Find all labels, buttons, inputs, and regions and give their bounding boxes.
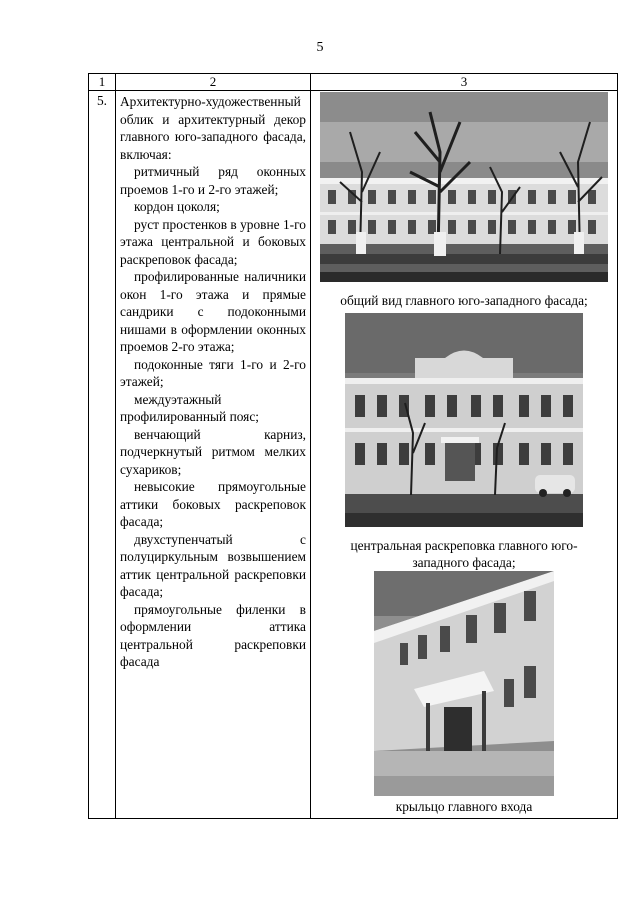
list-item: прямоугольные филенки в оформлении аттика центральной раскреповки фасада [120,601,306,669]
page-number: 5 [316,40,324,55]
table-row [89,91,618,819]
list-item: двухступенчатый с полуциркульным возвышением аттик центральной раскреповки фасада; [120,531,306,599]
photo-caption: центральная раскреповка главного юго-западного фасада; [350,538,578,570]
column-header-3: 3 [311,74,618,91]
column-header-1: 1 [89,74,116,91]
list-item: профилированные наличники окон 1-го этажа и прямые сандрики с подоконными нишами в оформлении оконных проемов 2-го этажа; [120,269,306,354]
row-number: 5. [89,91,116,819]
photo-caption: общий вид главного юго-западного фасада; [340,293,588,308]
list-item: венчающий карниз, подчеркнутый ритмом мелких сухариков; [120,426,306,477]
main-entrance-porch-photo [374,571,554,796]
list-item: кордон цоколя; [134,199,220,214]
description-cell [116,91,311,819]
list-item: ритмичный ряд оконных проемов 1-го и 2-го этажей; [120,164,306,197]
list-item: подоконные тяги 1-го и 2-го этажей; [120,356,306,389]
photo-caption: крыльцо главного входа [395,799,533,814]
table-header-row [89,74,618,91]
facade-general-view-photo [320,92,608,282]
monument-table [88,73,618,819]
central-risalit-photo [345,313,583,527]
column-header-2: 2 [116,74,311,91]
photos-cell [311,91,618,819]
list-item: невысокие прямоугольные аттики боковых раскреповок фасада; [120,479,306,529]
list-item: междуэтажный профилированный пояс; [120,391,259,424]
list-item: руст простенков в уровне 1-го этажа центральной и боковых раскреповок фасада; [120,216,306,267]
description-intro: Архитектурно-художественный облик и архитектурный декор главного юго-западного фасада, включая: [120,94,306,162]
